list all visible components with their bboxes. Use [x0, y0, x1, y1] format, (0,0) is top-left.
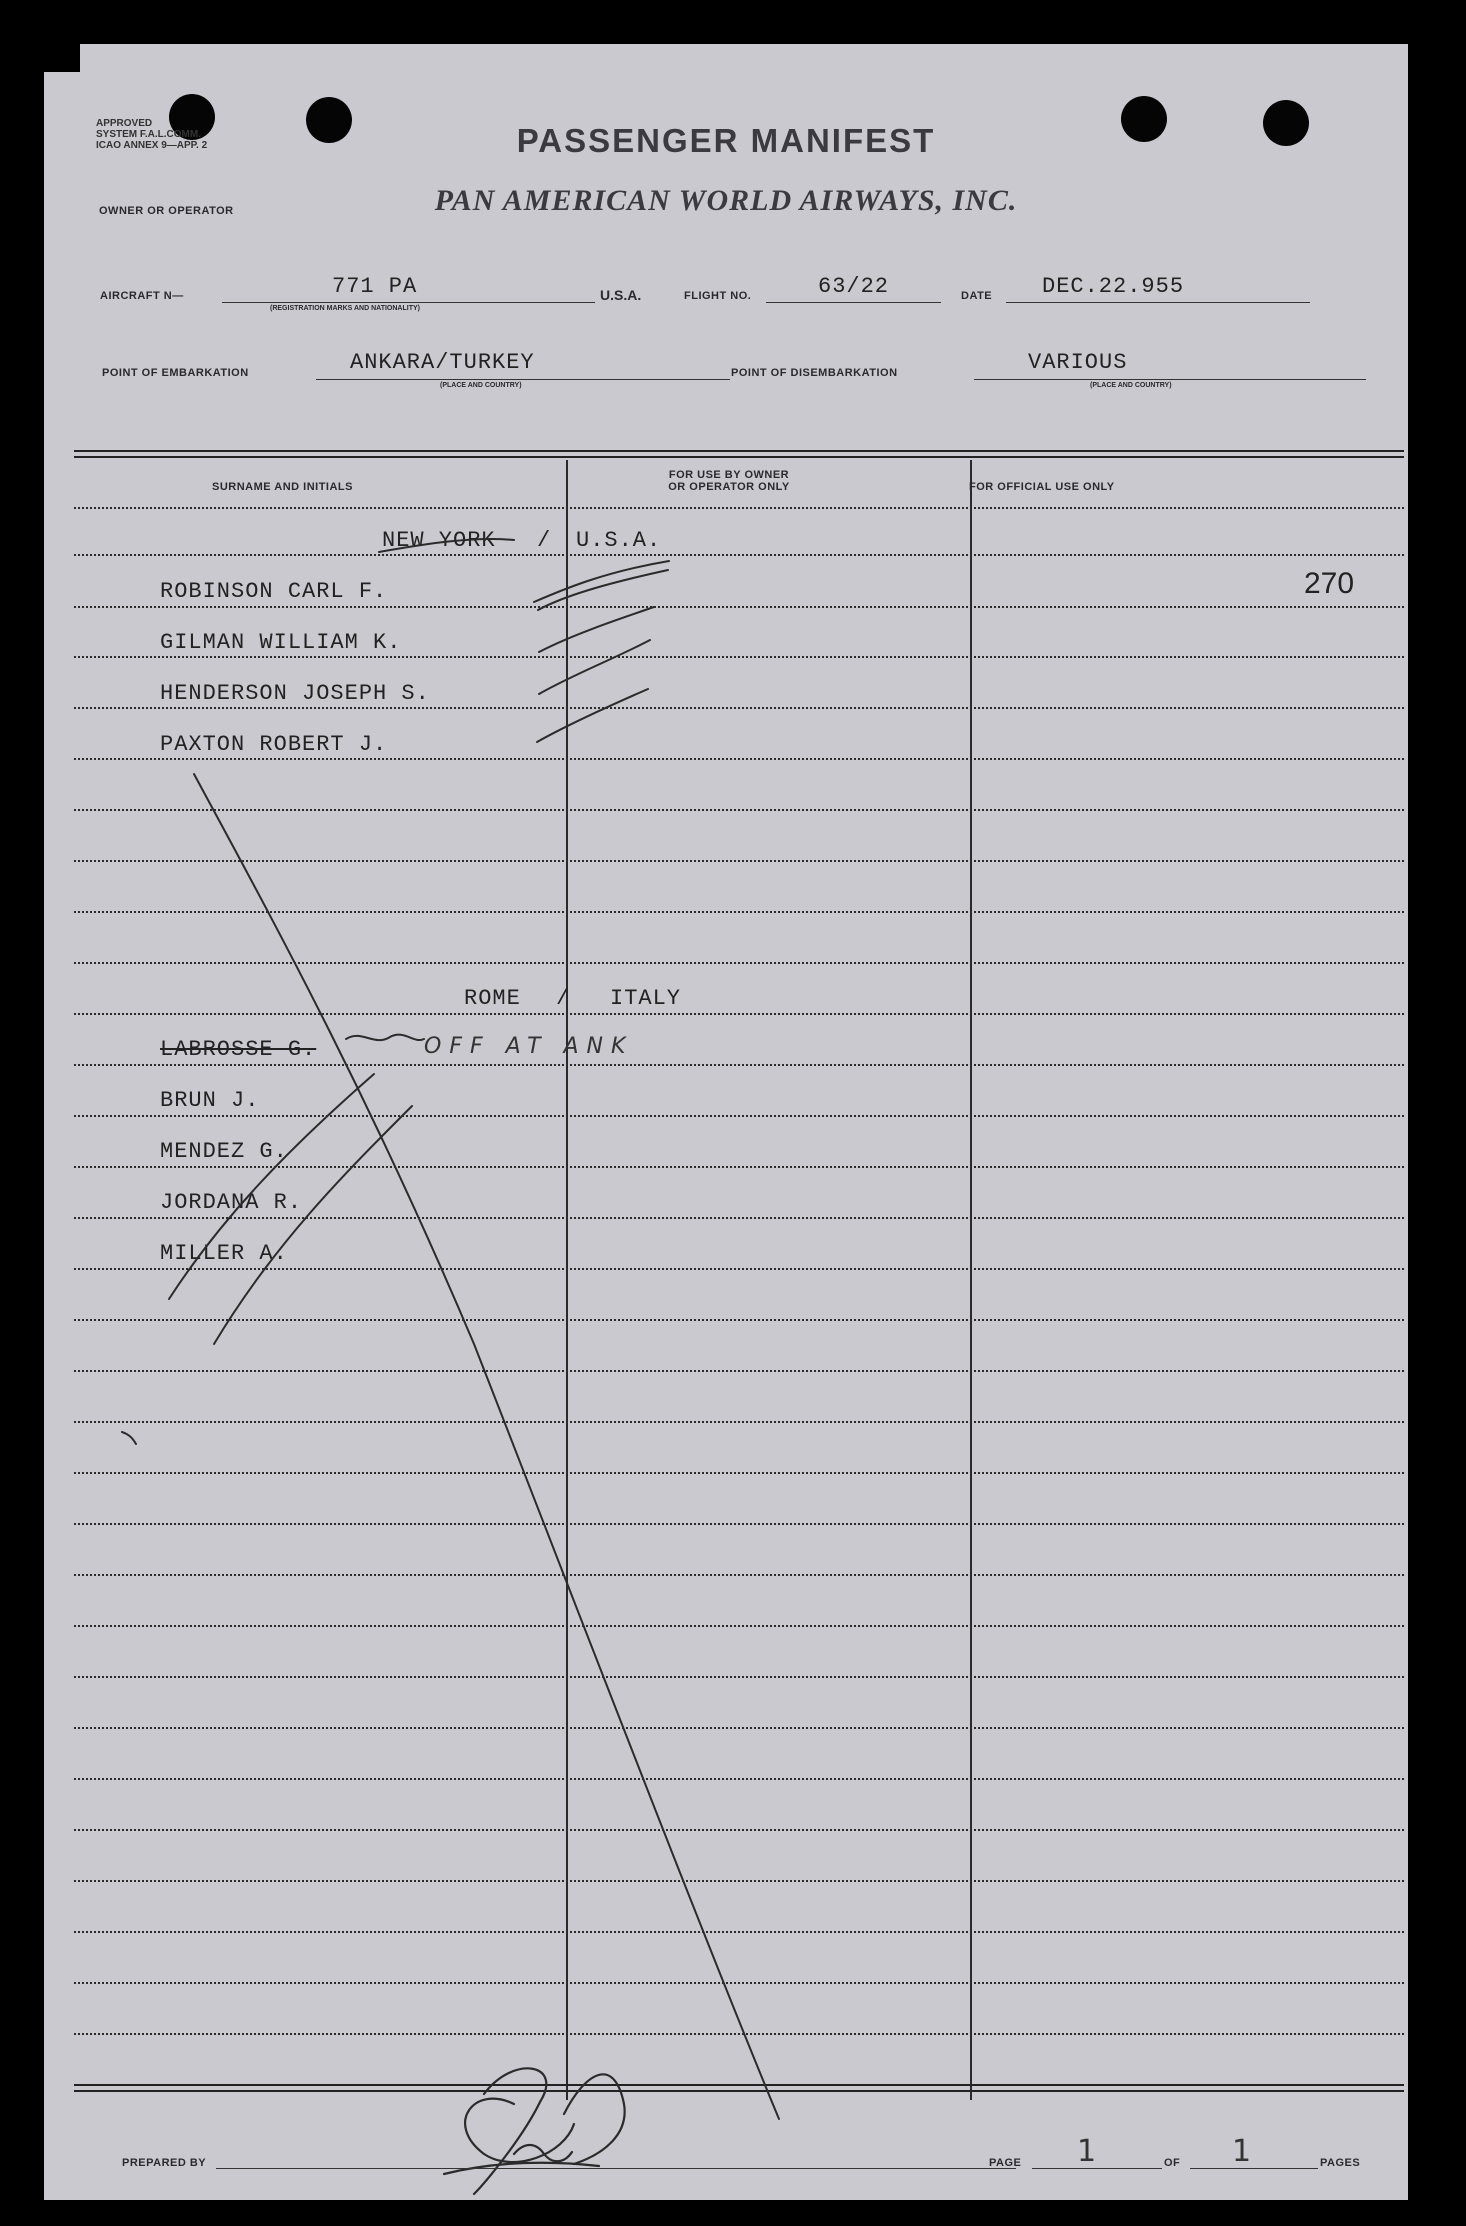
approval-line: ICAO ANNEX 9—APP. 2 [96, 140, 208, 151]
flight-number-label: FLIGHT NO. [684, 290, 752, 302]
group-separator: / [537, 528, 552, 553]
signature-scribble [444, 2068, 625, 2194]
check-mark [539, 640, 650, 694]
group-destination: NEW YORK [382, 528, 496, 553]
group-country: ITALY [610, 986, 682, 1011]
registration-caption: (REGISTRATION MARKS AND NATIONALITY) [270, 305, 420, 312]
passenger-name: PAXTON ROBERT J. [160, 732, 388, 757]
disembarkation-label: POINT OF DISEMBARKATION [731, 367, 898, 379]
column-header-owner-line: OR OPERATOR ONLY [668, 481, 790, 493]
date-value: DEC.22.955 [1042, 274, 1185, 299]
date-label: DATE [961, 290, 993, 302]
check-mark [534, 561, 669, 602]
passenger-name: JORDANA R. [160, 1190, 303, 1215]
cancel-stroke [194, 774, 779, 2119]
passenger-name: ROBINSON CARL F. [160, 579, 388, 604]
passenger-name: HENDERSON JOSEPH S. [160, 681, 430, 706]
page-title: PASSENGER MANIFEST [516, 122, 936, 159]
off-note: OFF AT ANK [424, 1034, 634, 1059]
strike-squiggle [346, 1035, 424, 1041]
check-mark [539, 607, 654, 652]
manifest-sheet [44, 44, 1408, 2200]
passenger-name: MENDEZ G. [160, 1139, 288, 1164]
usa-label: U.S.A. [600, 287, 642, 303]
page-total: 1 [1232, 2134, 1252, 2169]
stray-mark [122, 1432, 136, 1444]
embarkation-value: ANKARA/TURKEY [350, 350, 535, 375]
cancel-stroke [169, 1074, 374, 1299]
passenger-name: MILLER A. [160, 1241, 288, 1266]
prepared-by-line [216, 2168, 1016, 2169]
flight-number-value: 63/22 [818, 274, 890, 299]
column-header-official-use: FOR OFFICIAL USE ONLY [969, 481, 1115, 493]
approval-line: SYSTEM F.A.L.COMM. [96, 129, 201, 140]
prepared-by-label: PREPARED BY [122, 2157, 207, 2169]
embarkation-label: POINT OF EMBARKATION [102, 367, 249, 379]
column-header-surname: SURNAME AND INITIALS [212, 481, 353, 493]
group-destination: ROME [464, 986, 521, 1011]
check-mark [537, 689, 648, 742]
passenger-name-struck: LABROSSE G. [160, 1037, 317, 1062]
of-label: OF [1164, 2157, 1181, 2169]
group-separator: / [556, 986, 571, 1011]
page-line [1032, 2168, 1162, 2169]
company-name: PAN AMERICAN WORLD AIRWAYS, INC. [434, 184, 1018, 217]
aircraft-label: AIRCRAFT N— [100, 290, 184, 302]
pages-label: PAGES [1320, 2157, 1361, 2169]
passenger-name: BRUN J. [160, 1088, 260, 1113]
pen-marks [44, 44, 1408, 2200]
aircraft-value: 771 PA [332, 274, 418, 299]
official-number: 270 [1304, 567, 1355, 600]
approval-line: APPROVED [96, 118, 153, 129]
column-header-owner-line: FOR USE BY OWNER [668, 469, 790, 481]
passenger-name: GILMAN WILLIAM K. [160, 630, 402, 655]
owner-operator-label: OWNER OR OPERATOR [99, 205, 234, 217]
check-mark [379, 539, 514, 552]
page-number: 1 [1077, 2134, 1097, 2169]
page-label: PAGE [989, 2157, 1022, 2169]
disembarkation-value: VARIOUS [1028, 350, 1128, 375]
group-country: U.S.A. [576, 528, 662, 553]
total-line [1190, 2168, 1318, 2169]
embarkation-caption: (PLACE AND COUNTRY) [440, 382, 522, 389]
disembarkation-caption: (PLACE AND COUNTRY) [1090, 382, 1172, 389]
